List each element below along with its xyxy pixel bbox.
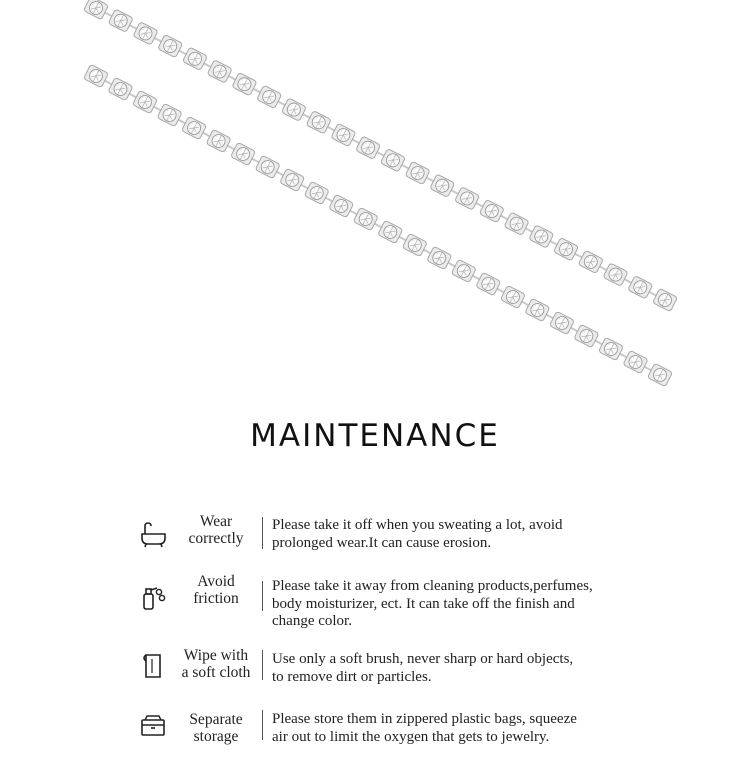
- rhinestone: [500, 285, 525, 308]
- rhinestone: [133, 22, 158, 45]
- divider: [262, 710, 263, 740]
- rhinestone: [304, 181, 329, 204]
- rhinestone: [380, 149, 405, 172]
- rhinestone: [405, 161, 430, 184]
- rhinestone: [281, 98, 306, 121]
- rhinestone: [329, 194, 354, 217]
- item-label: Separate storage: [189, 711, 243, 745]
- rhinestone: [132, 90, 157, 113]
- rhinestone: [529, 225, 554, 248]
- maintenance-item-storage: [0, 709, 750, 769]
- rhinestone: [207, 60, 232, 83]
- bathtub-icon: [138, 519, 168, 549]
- divider: [262, 650, 263, 680]
- maintenance-item-wear: [0, 513, 750, 573]
- rhinestone: [232, 73, 257, 96]
- rhinestone-chains: [83, 0, 677, 387]
- chain-wire: [96, 8, 665, 300]
- item-description: Please store them in zippered plastic bags, squeeze air out to limit the oxygen that gets to jewelry.: [272, 711, 577, 745]
- rhinestone: [231, 142, 256, 165]
- rhinestone: [476, 272, 501, 295]
- rhinestone: [525, 298, 550, 321]
- section-title: MAINTENANCE: [250, 418, 500, 454]
- maintenance-item-wipe: [0, 647, 750, 707]
- rhinestone: [182, 47, 207, 70]
- rhinestone: [206, 129, 231, 152]
- rhinestone: [574, 324, 599, 347]
- item-description: Please take it off when you sweating a lot, avoid prolonged wear.It can cause erosion.: [272, 517, 563, 551]
- rhinestone: [578, 250, 603, 273]
- rhinestone: [427, 246, 452, 269]
- rhinestone: [647, 363, 672, 386]
- rhinestone: [158, 34, 183, 57]
- rhinestone: [255, 155, 280, 178]
- rhinestone: [157, 103, 182, 126]
- rhinestone: [280, 168, 305, 191]
- rhinestone: [455, 187, 480, 210]
- divider: [262, 517, 263, 549]
- cloth-icon: [138, 651, 168, 681]
- rhinestone: [108, 9, 133, 32]
- rhinestone: [504, 212, 529, 235]
- item-label: Wipe with a soft cloth: [181, 647, 251, 681]
- rhinestone: [623, 350, 648, 373]
- rhinestone: [83, 64, 108, 87]
- divider: [262, 581, 263, 611]
- maintenance-item-friction: [0, 573, 750, 633]
- rhinestone: [451, 259, 476, 282]
- rhinestone: [356, 136, 381, 159]
- item-label: Avoid friction: [193, 573, 239, 607]
- rhinestone: [430, 174, 455, 197]
- rhinestone: [549, 311, 574, 334]
- rhinestone: [257, 85, 282, 108]
- rhinestone: [353, 207, 378, 230]
- rhinestone: [479, 199, 504, 222]
- rhinestone: [108, 77, 133, 100]
- item-label: Wear correctly: [188, 513, 244, 547]
- chain-wire: [96, 76, 660, 375]
- rhinestone: [652, 288, 677, 311]
- rhinestone: [628, 276, 653, 299]
- rhinestone: [553, 238, 578, 261]
- rhinestone: [182, 116, 207, 139]
- rhinestone: [603, 263, 628, 286]
- rhinestone: [331, 123, 356, 146]
- rhinestone: [378, 220, 403, 243]
- spray-bottle-icon: [138, 583, 168, 613]
- storage-box-icon: [138, 711, 168, 741]
- item-description: Please take it away from cleaning products,perfumes, body moisturizer, ect. It can take off the finish and change color.: [272, 578, 593, 629]
- rhinestone: [402, 233, 427, 256]
- item-description: Use only a soft brush, never sharp or hard objects, to remove dirt or particles.: [272, 651, 574, 685]
- rhinestone: [83, 0, 108, 20]
- rhinestone: [598, 337, 623, 360]
- rhinestone: [306, 111, 331, 134]
